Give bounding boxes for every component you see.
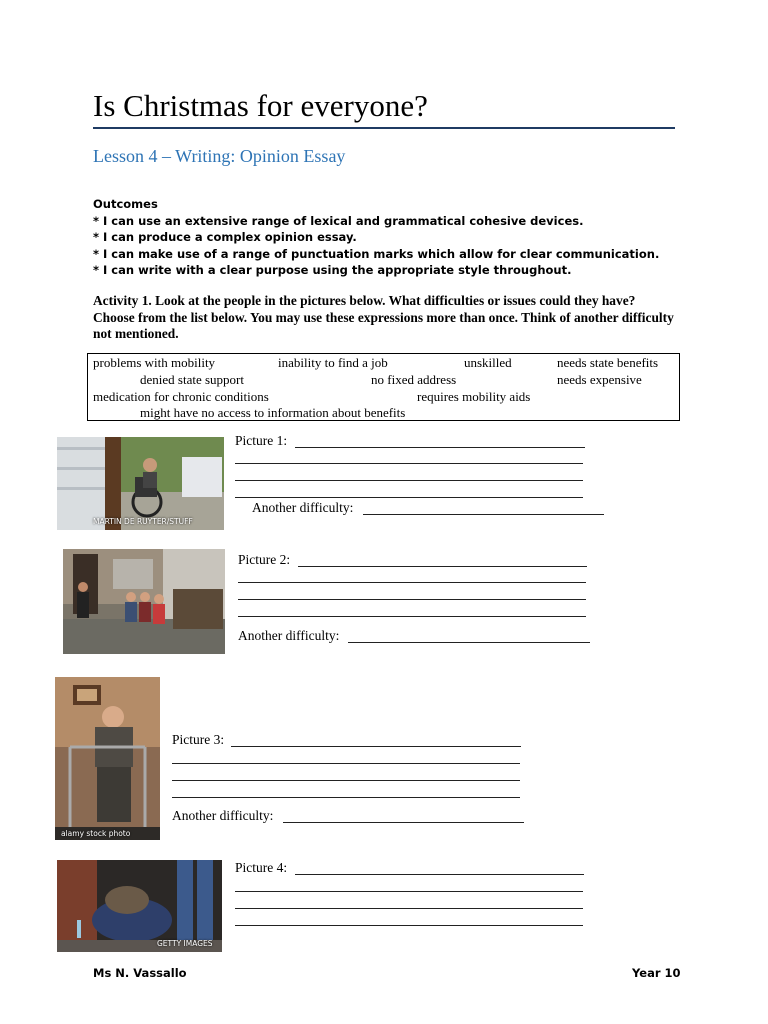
- footer-author: Ms N. Vassallo: [93, 966, 187, 980]
- expression-item: unskilled: [464, 355, 512, 370]
- expression-item: problems with mobility: [93, 355, 216, 370]
- expression-item: requires mobility aids: [417, 389, 531, 404]
- picture-1-label: Picture 1:: [235, 433, 288, 448]
- outcome-item: * I can produce a complex opinion essay.: [93, 230, 357, 244]
- outcome-item: * I can use an extensive range of lexical and grammatical cohesive devices.: [93, 213, 584, 228]
- answer-line[interactable]: [238, 582, 586, 583]
- outcomes-section: [93, 196, 659, 279]
- page-title: Is Christmas for everyone?: [93, 88, 428, 123]
- answer-line[interactable]: [238, 616, 586, 617]
- outcome-item: * I can make use of a range of punctuation marks which allow for clear communication.: [93, 246, 660, 261]
- answer-line[interactable]: [172, 797, 520, 798]
- another-difficulty-line[interactable]: [363, 514, 604, 515]
- picture-3-walker-photo: [55, 677, 160, 840]
- photo-credit: alamy stock photo: [61, 829, 131, 838]
- answer-line[interactable]: [172, 763, 520, 764]
- activity-instructions: Activity 1. Look at the people in the pictures below. What difficulties or issues could they have? Choose from the list below. You may use these expressions more than once. Think of another difficulty not mentioned.: [93, 293, 674, 341]
- expression-item: needs expensive: [557, 372, 642, 387]
- answer-line[interactable]: [295, 447, 585, 448]
- answer-line[interactable]: [172, 780, 520, 781]
- expression-item: no fixed address: [371, 372, 457, 387]
- answer-line[interactable]: [235, 497, 583, 498]
- another-difficulty-label: Another difficulty:: [238, 628, 340, 643]
- picture-3-label: Picture 3:: [172, 732, 225, 747]
- outcomes-heading: Outcomes: [93, 197, 158, 211]
- expression-item: medication for chronic conditions: [93, 389, 269, 404]
- photo-credit: MARTIN DE RUYTER/STUFF: [93, 517, 193, 526]
- picture-4-homeless-photo: [57, 860, 222, 952]
- picture-2-family-photo: [63, 549, 225, 654]
- answer-line[interactable]: [231, 746, 521, 747]
- another-difficulty-line[interactable]: [283, 822, 524, 823]
- expression-bank: [87, 353, 680, 421]
- answer-line[interactable]: [298, 566, 587, 567]
- footer-year: Year 10: [632, 966, 681, 980]
- expression-item: denied state support: [140, 372, 244, 387]
- another-difficulty-label: Another difficulty:: [252, 500, 354, 515]
- photo-credit: GETTY IMAGES: [157, 939, 213, 948]
- answer-line[interactable]: [235, 463, 583, 464]
- answer-line[interactable]: [235, 480, 583, 481]
- picture-4-label: Picture 4:: [235, 860, 288, 875]
- answer-line[interactable]: [235, 908, 583, 909]
- answer-line[interactable]: [235, 891, 583, 892]
- picture-2-label: Picture 2:: [238, 552, 291, 567]
- picture-1-wheelchair-photo: [57, 437, 224, 530]
- another-difficulty-line[interactable]: [348, 642, 590, 643]
- expression-item: inability to find a job: [278, 355, 388, 370]
- expression-item: might have no access to information about benefits: [140, 405, 406, 420]
- lesson-subtitle: Lesson 4 – Writing: Opinion Essay: [93, 146, 346, 166]
- answer-line[interactable]: [295, 874, 584, 875]
- another-difficulty-label: Another difficulty:: [172, 808, 274, 823]
- expression-item: needs state benefits: [557, 355, 659, 370]
- answer-line[interactable]: [235, 925, 583, 926]
- outcome-item: * I can write with a clear purpose using the appropriate style throughout.: [93, 263, 572, 277]
- answer-line[interactable]: [238, 599, 586, 600]
- title-underline: [93, 127, 675, 129]
